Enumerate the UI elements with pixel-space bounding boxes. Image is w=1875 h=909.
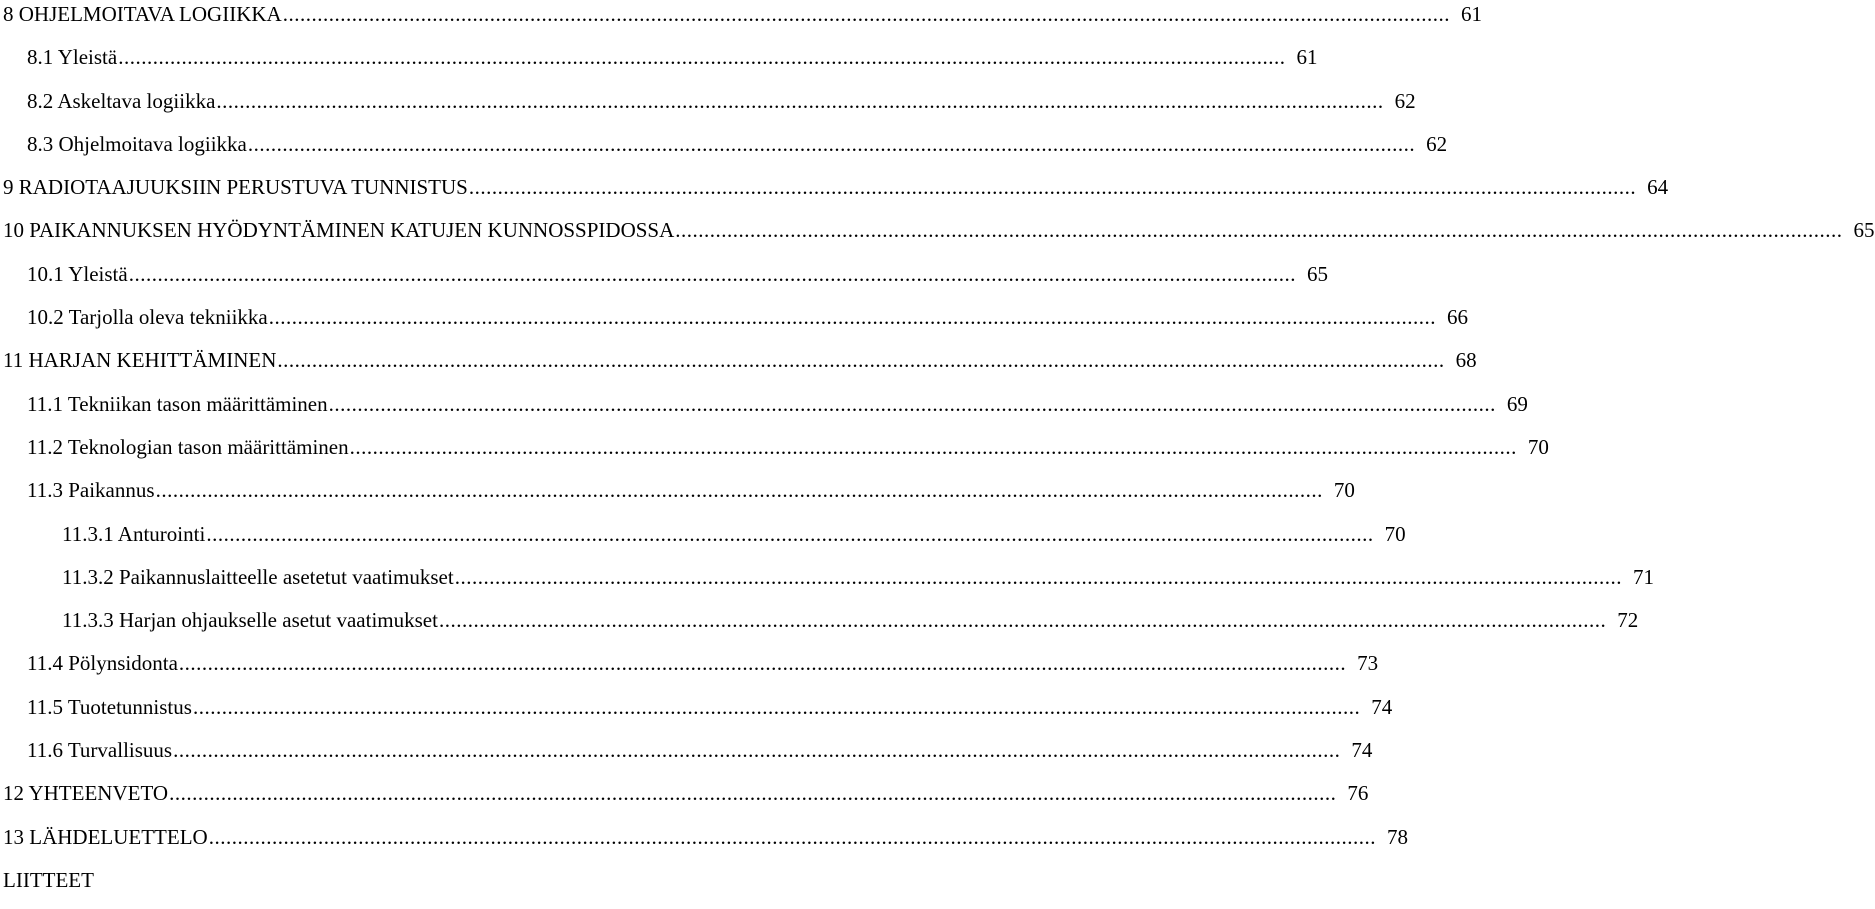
toc-entry-label: 8.1 Yleistä — [27, 45, 118, 70]
toc-entry-page-number: 61 — [1296, 45, 1318, 70]
toc-entry[interactable] — [0, 520, 1406, 563]
dot-leader — [277, 350, 1444, 371]
toc-entry-row — [0, 823, 1408, 849]
dot-leader — [209, 827, 1376, 848]
toc-entry-page-number: 64 — [1647, 175, 1669, 200]
toc-entry[interactable] — [0, 779, 1369, 822]
toc-entry[interactable] — [0, 346, 1477, 389]
toc-entry-row — [0, 866, 960, 891]
toc-entry-row — [0, 520, 1406, 546]
dot-leader — [439, 610, 1606, 631]
toc-entry-page-number: 65 — [1306, 261, 1328, 286]
dot-leader — [350, 437, 1517, 458]
toc-entry-page-number: 62 — [1394, 88, 1416, 113]
toc-entry-row — [0, 476, 1355, 503]
toc-entry[interactable] — [0, 433, 1549, 476]
dot-leader — [129, 264, 1296, 285]
toc-entry-label: 11.4 Pölynsidonta — [27, 651, 178, 676]
dot-leader — [118, 47, 1285, 68]
toc-entry[interactable] — [0, 303, 1468, 346]
toc-entry-label: 11.2 Teknologian tason määrittäminen — [27, 434, 349, 459]
toc-entry[interactable] — [0, 736, 1373, 779]
toc-entry[interactable] — [0, 130, 1448, 173]
toc-entry-label: 10.2 Tarjolla oleva tekniikka — [27, 305, 268, 330]
toc-entry[interactable] — [0, 606, 1639, 649]
toc-entry[interactable] — [0, 649, 1379, 692]
toc-entry-page-number: 69 — [1506, 391, 1528, 416]
dot-leader — [469, 177, 1636, 198]
toc-entry-label: 11.6 Turvallisuus — [27, 738, 173, 763]
toc-entry-label: 8 OHJELMOITAVA LOGIIKKA — [3, 2, 282, 26]
toc-entry-label: 10.1 Yleistä — [27, 261, 128, 286]
toc-entry-row — [0, 346, 1477, 373]
toc-entry-page-number: 71 — [1632, 564, 1654, 589]
toc-entry-page-number: 73 — [1357, 651, 1379, 676]
toc-entry-label: 11.3.2 Paikannuslaitteelle asetetut vaatimukset — [62, 564, 454, 589]
toc-entry-label: 11.1 Tekniikan tason määrittäminen — [27, 391, 328, 416]
toc-entry[interactable] — [0, 0, 1482, 43]
toc-entry-row — [0, 216, 1875, 243]
toc-entry-label: 11.3 Paikannus — [27, 478, 155, 503]
toc-entry-row — [0, 260, 1328, 286]
toc-entry[interactable] — [0, 216, 1875, 259]
toc-entry-row — [0, 433, 1549, 459]
toc-entry-label: 8.3 Ohjelmoitava logiikka — [27, 131, 247, 156]
dot-leader — [455, 567, 1622, 588]
toc-entry-label: 11 HARJAN KEHITTÄMINEN — [3, 348, 277, 373]
toc-entry-page-number: 68 — [1455, 348, 1477, 373]
toc-entry[interactable] — [0, 173, 1669, 216]
toc-entry[interactable] — [0, 563, 1654, 606]
toc-entry-row — [0, 649, 1379, 676]
toc-entry[interactable] — [0, 43, 1318, 86]
toc-entry-row — [0, 43, 1318, 70]
toc-entry[interactable] — [0, 866, 960, 909]
toc-entry-label: 9 RADIOTAAJUUKSIIN PERUSTUVA TUNNISTUS — [3, 175, 468, 200]
dot-leader — [173, 740, 1340, 761]
toc-entry-page-number: 62 — [1426, 131, 1448, 156]
toc-entry[interactable] — [0, 693, 1393, 736]
toc-entry-page-number: 65 — [1853, 218, 1875, 243]
toc-entry-label: LIITTEET — [3, 867, 94, 892]
toc-entry-page-number: 74 — [1351, 738, 1373, 763]
toc-entry-label: 8.2 Askeltava logiikka — [27, 88, 216, 113]
toc-entry-row — [0, 736, 1373, 763]
dot-leader — [283, 4, 1450, 25]
toc-entry-label: 11.3.1 Anturointi — [62, 521, 206, 546]
toc-entry[interactable] — [0, 390, 1528, 433]
toc-entry-label: 11.3.3 Harjan ohjaukselle asetut vaatimukset — [62, 608, 438, 633]
dot-leader — [329, 394, 1496, 415]
toc-entry[interactable] — [0, 260, 1328, 303]
toc-entry[interactable] — [0, 823, 1408, 866]
dot-leader — [269, 307, 1436, 328]
toc-entry-row — [0, 173, 1669, 200]
dot-leader — [169, 783, 1336, 804]
toc-entry-row — [0, 563, 1654, 589]
toc-entry-page-number: 78 — [1386, 824, 1408, 849]
toc-entry-label: 11.5 Tuotetunnistus — [27, 694, 192, 719]
dot-leader — [179, 653, 1346, 674]
toc-entry-row — [0, 390, 1528, 416]
toc-entry-page-number: 76 — [1347, 781, 1369, 806]
toc-entry-page-number: 70 — [1527, 434, 1549, 459]
toc-entry-row — [0, 87, 1416, 113]
toc-entry-page-number: 66 — [1447, 305, 1468, 330]
toc-entry-page-number: 70 — [1333, 478, 1355, 503]
toc-entry-row — [0, 606, 1639, 633]
toc-entry-label: 12 YHTEENVETO — [3, 781, 169, 806]
toc-entry-page-number: 70 — [1384, 521, 1406, 546]
toc-entry-page-number: 61 — [1460, 2, 1482, 26]
dot-leader — [675, 220, 1842, 241]
toc-entry-row — [0, 693, 1393, 719]
toc-entry-row — [0, 779, 1369, 806]
toc-entry-label: 13 LÄHDELUETTELO — [3, 824, 208, 849]
dot-leader — [193, 697, 1360, 718]
toc-entry-page-number: 74 — [1371, 694, 1393, 719]
toc-entry-page-number: 72 — [1617, 608, 1639, 633]
dot-leader — [216, 91, 1383, 112]
toc-entry-label: 10 PAIKANNUKSEN HYÖDYNTÄMINEN KATUJEN KUNNOSSPIDOSSA — [3, 218, 675, 243]
toc-entry[interactable] — [0, 476, 1355, 519]
toc-entry-row — [0, 130, 1448, 156]
toc-entry[interactable] — [0, 87, 1416, 130]
toc-entry-row — [0, 0, 1482, 26]
dot-leader — [156, 480, 1323, 501]
toc-entry-row — [0, 303, 1468, 330]
dot-leader — [248, 134, 1415, 155]
dot-leader — [206, 524, 1373, 545]
